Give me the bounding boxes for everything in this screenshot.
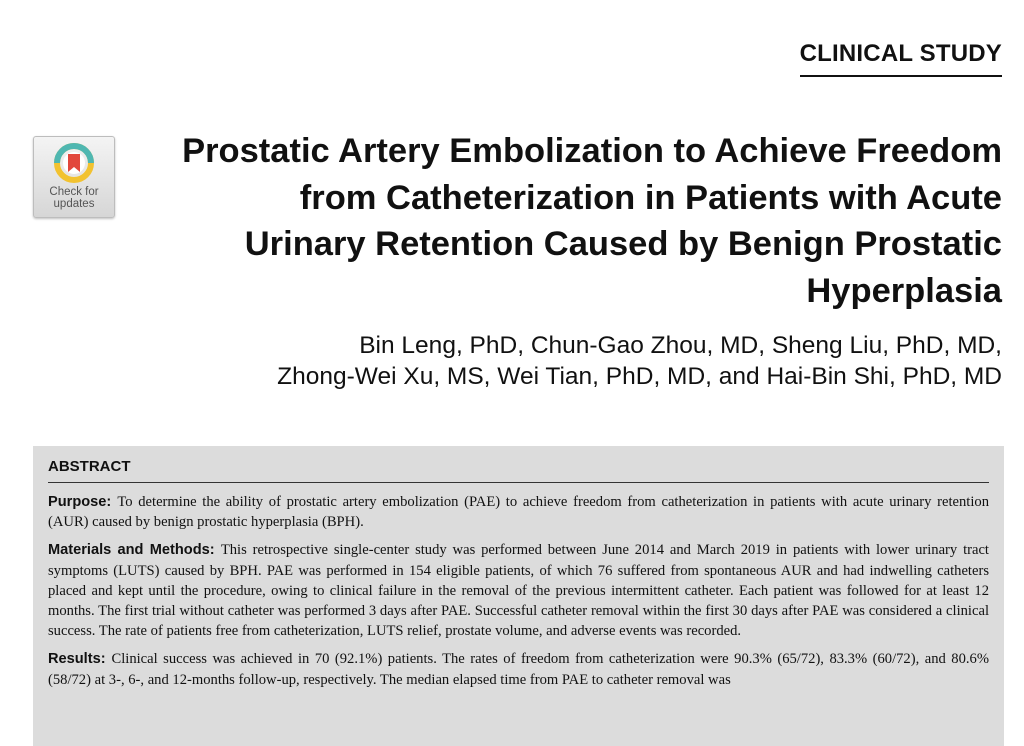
badge-label bbox=[34, 186, 114, 210]
abstract-methods bbox=[48, 540, 989, 641]
author-line-1: Bin Leng, PhD, Chun-Gao Zhou, MD, Sheng Liu, PhD, MD, bbox=[359, 332, 1002, 359]
author-list bbox=[72, 330, 1002, 392]
badge-label-line2: updates bbox=[53, 198, 95, 210]
purpose-label: Purpose: bbox=[48, 494, 118, 510]
methods-text: This retrospective single-center study was performed between June 2014 and March 2019 in patients with lower urinary tract symptoms (LUTS) caused by BPH. PAE was performed in 154 eligible patients, of which 76 suffered from spontaneous AUR and had indwelling catheters placed and kept until the procedure, owing to clinical failure in the removal of the previous intermittent catheter. Each patient was followed for at least 12 months. The first trial without catheter was performed 3 days after PAE. Successful catheter removal within the first 30 days after PAE was considered a clinical success. The rate of patients free from catheterization, LUTS relief, prostate volume, and adverse events was recorded. bbox=[48, 542, 989, 640]
abstract-results bbox=[48, 649, 989, 689]
check-for-updates-icon bbox=[53, 142, 95, 184]
abstract-body bbox=[48, 492, 989, 698]
results-text: Clinical success was achieved in 70 (92.1%) patients. The rates of freedom from catheterization were 90.3% (65/72), 83.3% (60/72), and 80.6% (58/72) at 3-, 6-, and 12-months follow-up, respectively. The median elapsed time from PAE to catheter removal was bbox=[48, 651, 989, 688]
abstract-heading: ABSTRACT bbox=[48, 458, 131, 475]
section-label: CLINICAL STUDY bbox=[800, 40, 1002, 77]
abstract-divider bbox=[48, 482, 989, 483]
check-for-updates-badge[interactable] bbox=[33, 136, 115, 218]
article-title: Prostatic Artery Embolization to Achieve Freedom from Catheterization in Patients with Acute Urinary Retention Caused by Benign Prostatic Hyperplasia bbox=[182, 132, 1002, 310]
results-label: Results: bbox=[48, 651, 112, 668]
purpose-text: To determine the ability of prostatic artery embolization (PAE) to achieve freedom from catheterization in patients with acute urinary retention (AUR) caused by benign prostatic hyperplasia (BPH). bbox=[48, 494, 989, 531]
author-line-2: Zhong-Wei Xu, MS, Wei Tian, PhD, MD, and Hai-Bin Shi, PhD, MD bbox=[277, 363, 1002, 390]
methods-label: Materials and Methods: bbox=[48, 542, 221, 559]
badge-label-line1: Check for bbox=[49, 186, 99, 198]
abstract-purpose bbox=[48, 492, 989, 532]
abstract-box bbox=[33, 446, 1004, 746]
